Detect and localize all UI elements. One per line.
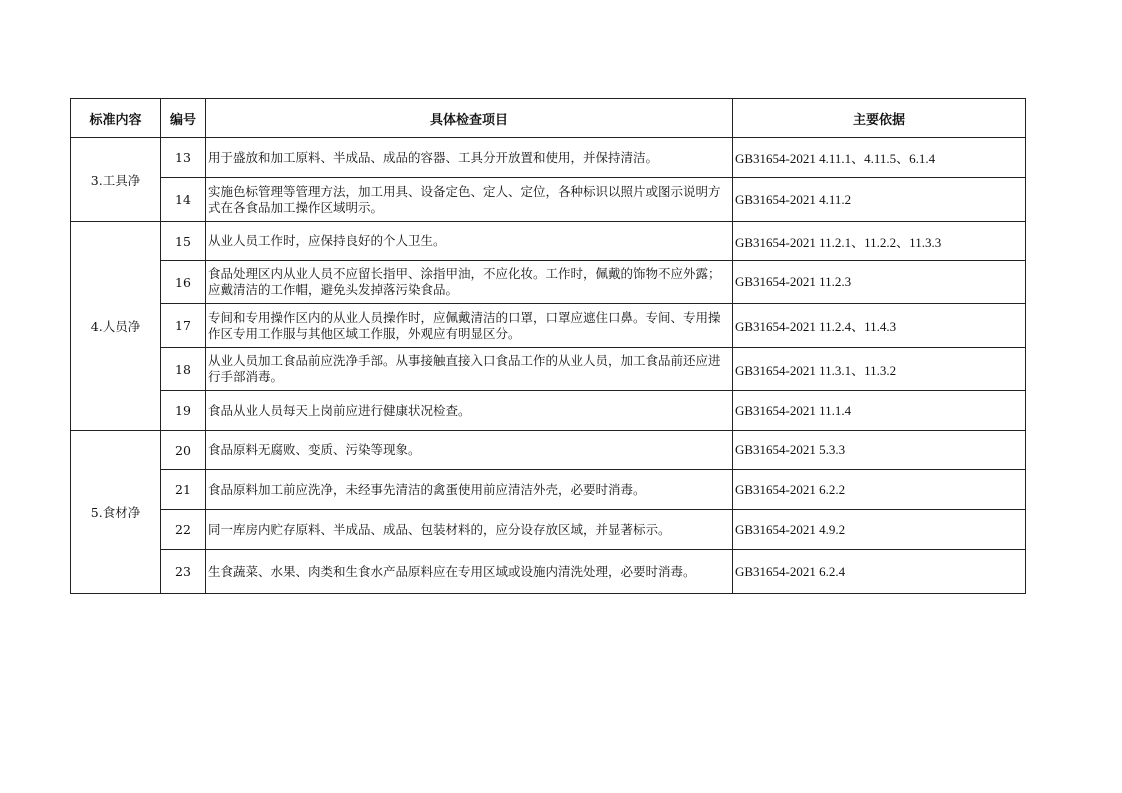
item-cell: 同一库房内贮存原料、半成品、成品、包装材料的，应分设存放区域，并显著标示。: [206, 510, 733, 550]
item-cell: 食品原料无腐败、变质、污染等现象。: [206, 431, 733, 470]
number-cell: 23: [161, 550, 206, 594]
item-cell: 食品处理区内从业人员不应留长指甲、涂指甲油，不应化妆。工作时，佩戴的饰物不应外露；应戴清洁的工作帽，避免头发掉落污染食品。: [206, 261, 733, 304]
header-category: 标准内容: [71, 99, 161, 138]
number-cell: 13: [161, 138, 206, 178]
table-row: [71, 178, 1026, 222]
table-row: [71, 391, 1026, 431]
basis-cell: GB31654-2021 11.3.1、11.3.2: [733, 348, 1026, 391]
number-cell: 14: [161, 178, 206, 222]
number-cell: 19: [161, 391, 206, 431]
header-number: 编号: [161, 99, 206, 138]
table-row: [71, 261, 1026, 304]
number-cell: 22: [161, 510, 206, 550]
table-header-row: [71, 99, 1026, 138]
table-row: [71, 222, 1026, 261]
basis-cell: GB31654-2021 11.1.4: [733, 391, 1026, 431]
number-cell: 17: [161, 304, 206, 348]
item-cell: 食品原料加工前应洗净，未经事先清洁的禽蛋使用前应清洁外壳，必要时消毒。: [206, 470, 733, 510]
number-cell: 15: [161, 222, 206, 261]
category-cell: 3.工具净: [71, 138, 161, 222]
basis-cell: GB31654-2021 6.2.2: [733, 470, 1026, 510]
basis-cell: GB31654-2021 4.11.2: [733, 178, 1026, 222]
basis-cell: GB31654-2021 4.11.1、4.11.5、6.1.4: [733, 138, 1026, 178]
number-cell: 21: [161, 470, 206, 510]
item-cell: 实施色标管理等管理方法，加工用具、设备定色、定人、定位，各种标识以照片或图示说明方式在各食品加工操作区域明示。: [206, 178, 733, 222]
basis-cell: GB31654-2021 11.2.1、11.2.2、11.3.3: [733, 222, 1026, 261]
number-cell: 16: [161, 261, 206, 304]
basis-cell: GB31654-2021 11.2.4、11.4.3: [733, 304, 1026, 348]
table-row: [71, 550, 1026, 594]
category-cell: 5.食材净: [71, 431, 161, 594]
basis-cell: GB31654-2021 5.3.3: [733, 431, 1026, 470]
item-cell: 食品从业人员每天上岗前应进行健康状况检查。: [206, 391, 733, 431]
table-row: [71, 348, 1026, 391]
item-cell: 专间和专用操作区内的从业人员操作时，应佩戴清洁的口罩，口罩应遮住口鼻。专间、专用操作区专用工作服与其他区域工作服，外观应有明显区分。: [206, 304, 733, 348]
category-cell: 4.人员净: [71, 222, 161, 431]
item-cell: 从业人员工作时，应保持良好的个人卫生。: [206, 222, 733, 261]
inspection-standards-table: [70, 98, 1026, 594]
basis-cell: GB31654-2021 6.2.4: [733, 550, 1026, 594]
table-row: [71, 510, 1026, 550]
number-cell: 18: [161, 348, 206, 391]
basis-cell: GB31654-2021 11.2.3: [733, 261, 1026, 304]
header-basis: 主要依据: [733, 99, 1026, 138]
header-item: 具体检查项目: [206, 99, 733, 138]
table-row: [71, 138, 1026, 178]
table-row: [71, 431, 1026, 470]
item-cell: 生食蔬菜、水果、肉类和生食水产品原料应在专用区域或设施内清洗处理，必要时消毒。: [206, 550, 733, 594]
item-cell: 用于盛放和加工原料、半成品、成品的容器、工具分开放置和使用，并保持清洁。: [206, 138, 733, 178]
item-cell: 从业人员加工食品前应洗净手部。从事接触直接入口食品工作的从业人员，加工食品前还应进行手部消毒。: [206, 348, 733, 391]
table-row: [71, 470, 1026, 510]
table-row: [71, 304, 1026, 348]
basis-cell: GB31654-2021 4.9.2: [733, 510, 1026, 550]
number-cell: 20: [161, 431, 206, 470]
